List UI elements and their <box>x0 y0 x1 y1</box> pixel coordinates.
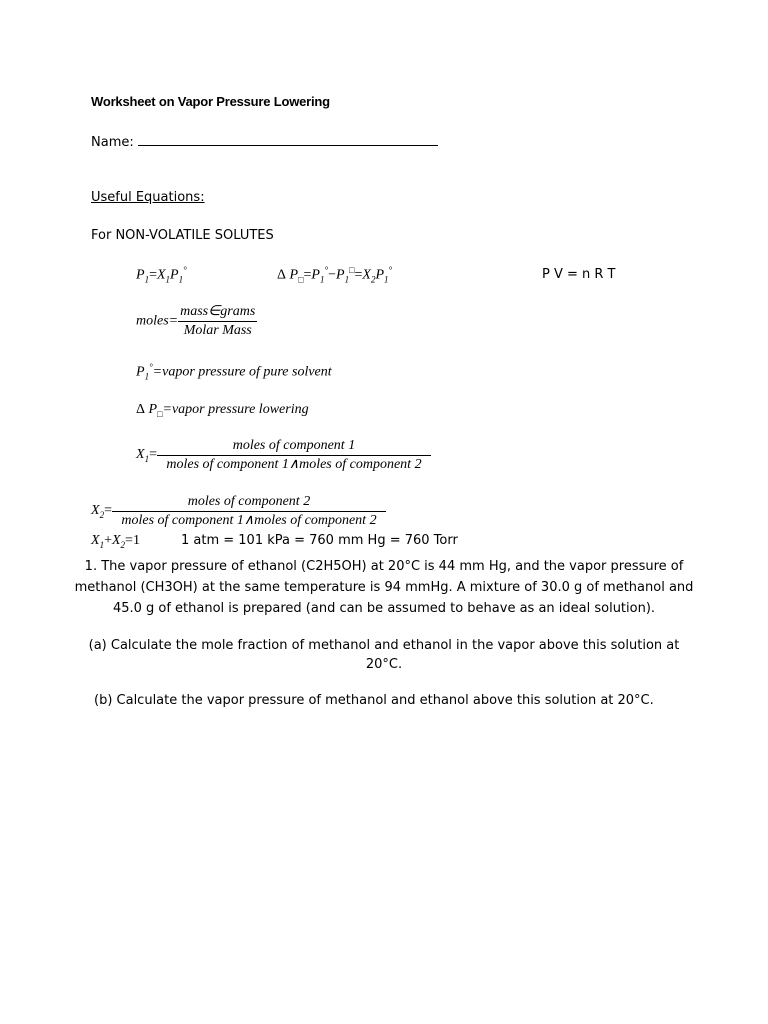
part-a-line-1: (a) Calculate the mole fraction of methanol and ethanol in the vapor above this solution at <box>88 638 680 653</box>
pressure-conversion: 1 atm = 101 kPa = 760 mm Hg = 760 Torr <box>181 533 458 548</box>
moles-equation: moles= $\frac{\text{mass∈grams}}{\text{Molar Mass}}$ <box>136 304 256 338</box>
useful-equations-heading: Useful Equations: <box>91 190 205 205</box>
name-label: Name: <box>91 135 138 150</box>
problem-part-b: (b) Calculate the vapor pressure of methanol and ethanol above this solution at 20°C. <box>94 693 654 708</box>
worksheet-title: Worksheet on Vapor Pressure Lowering <box>91 94 330 109</box>
part-a-line-2: 20°C. <box>365 657 403 672</box>
x2-mole-fraction-equation: $X_2=$ $\frac{\text{moles of component 2}}{\text{moles of component 1∧moles of component 2}}$ <box>91 493 386 530</box>
mole-fraction-sum: $X_1+X_2=1$ <box>91 533 140 550</box>
lowering-definition: Δ $P_□=vapor$ pressure lowering <box>136 402 309 419</box>
problem-line-1: 1. The vapor pressure of ethanol (C2H5OH) at 20°C is 44 mm Hg, and the vapor pressure of <box>84 559 684 574</box>
nonvolatile-heading: For NON-VOLATILE SOLUTES <box>91 228 274 243</box>
name-field-row <box>91 133 438 150</box>
problem-line-3: 45.0 g of ethanol is prepared (and can be assumed to behave as an ideal solution). <box>112 601 656 616</box>
pure-vapor-pressure-definition: $P_1^\circ=vapor$ pressure of pure solvent <box>136 362 332 382</box>
name-blank-line <box>138 133 438 146</box>
raoult-law-equation: $P_1=X_1P_1^\circ$ <box>136 265 187 285</box>
ideal-gas-law: P V = n R T <box>542 267 616 282</box>
x1-mole-fraction-equation: $X_1=$ $\frac{\text{moles of component 1}}{\text{moles of component 1∧moles of component 2}}$ <box>136 437 431 474</box>
delta-p-equation: Δ $P_□=P_1^\circ-P_1^□=X_2P_1^\circ$ <box>277 265 393 285</box>
problem-line-2: methanol (CH3OH) at the same temperature is 94 mmHg. A mixture of 30.0 g of methanol and <box>74 580 694 595</box>
problem-part-a <box>70 636 698 674</box>
problem-1 <box>70 556 698 619</box>
